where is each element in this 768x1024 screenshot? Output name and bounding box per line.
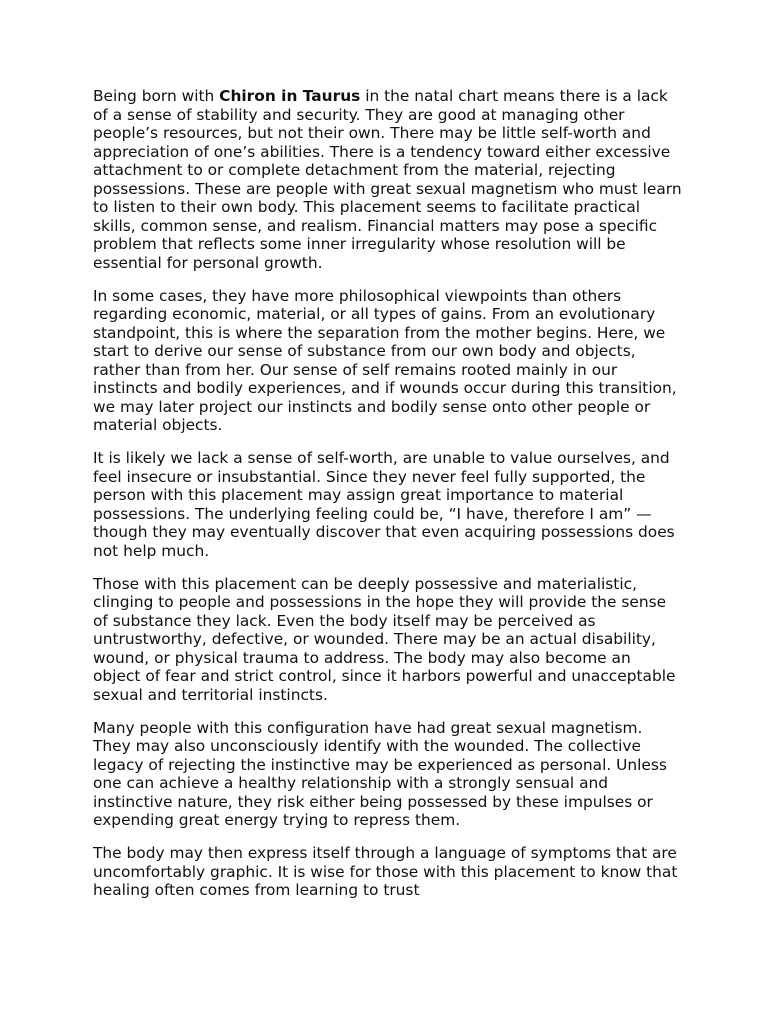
paragraph-1-lead: Being born with [93, 87, 220, 105]
paragraph-4: Those with this placement can be deeply possessive and materialistic, clinging to people and possessions in the hope they will provide the sense of substance they lack. Even the body itself may be perceived as untrustworthy, defective, or wounded. There may be an actual disability, wound, or physical trauma to address. The body may also become an object of fear and strict control, since it harbors powerful and unacceptable sexual and territorial instincts. [93, 574, 676, 704]
paragraph-2: In some cases, they have more philosophical viewpoints than others regarding economic, material, or all types of gains. From an evolutionary standpoint, this is where the separation from the mother begins. Here, we start to derive our sense of substance from our own body and objects, rather than from her. Our sense of self remains rooted mainly in our instincts and bodily experiences, and if wounds occur during this transition, we may later project our instincts and bodily sense onto other people or material objects. [93, 286, 677, 434]
paragraph-6: The body may then express itself through a language of symptoms that are uncomfortably graphic. It is wise for those with this placement to know that healing often comes from learning to trust [93, 844, 678, 899]
paragraph-1-rest: in the natal chart means there is a lack of a sense of stability and security. They are good at managing other people’s resources, but not their own. There may be little self-worth and appreciation of one’s abilities. There is a tendency toward either excessive attachment to or complete detachment from the material, rejecting possessions. These are people with great sexual magnetism who must learn to listen to their own body. This placement seems to facilitate practical skills, common sense, and realism. Financial matters may pose a specific problem that reflects some inner irregularity whose resolution will be essential for personal growth. [93, 87, 682, 272]
paragraph-3: It is likely we lack a sense of self-worth, are unable to value ourselves, and feel insecure or insubstantial. Since they never feel fully supported, the person with this placement may assign great importance to material possessions. The underlying feeling could be, “I have, therefore I am” — though they may eventually discover that even acquiring possessions does not help much. [93, 449, 675, 560]
paragraph-1 [93, 87, 683, 272]
chiron-in-taurus-emphasis: Chiron in Taurus [219, 87, 361, 105]
document-body [93, 87, 683, 914]
paragraph-5: Many people with this configuration have had great sexual magnetism. They may also unconsciously identify with the wounded. The collective legacy of rejecting the instinctive may be experienced as personal. Unless one can achieve a healthy relationship with a strongly sensual and instinctive nature, they risk either being possessed by these impulses or expending great energy trying to repress them. [93, 718, 667, 829]
